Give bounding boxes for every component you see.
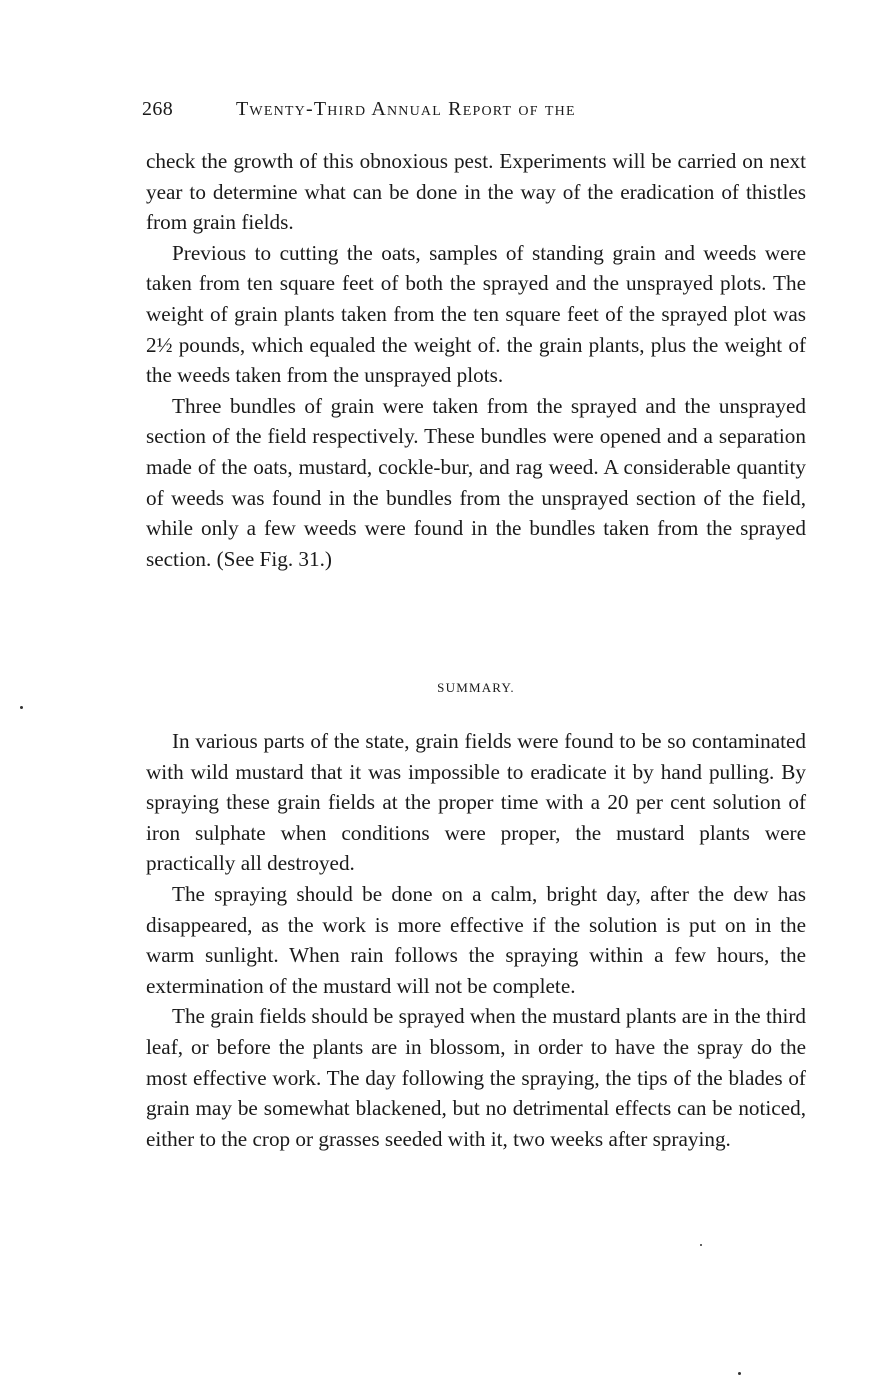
paragraph-summary-1: In various parts of the state, grain fields were found to be so contaminated with wild mustard that it was impossible to eradicate it by hand pulling. By spraying these grain fields at the proper time with a 20 per cent solution of iron sulphate when conditions were proper, the mustard plants were practically all destroyed. — [146, 729, 806, 876]
summary-heading: SUMMARY. — [437, 680, 515, 695]
paragraph-summary-2: The spraying should be done on a calm, bright day, after the dew has disappeared, as the work is more effective if the solution is put on in the warm sunlight. When rain follows the spraying within a few hours, the extermination of the mustard will not be complete. — [146, 881, 806, 998]
paragraph-bundles: Three bundles of grain were taken from the sprayed and the unsprayed section of the field respectively. These bundles were opened and a separation made of the oats, mustard, cockle-bur, and rag weed. A considerable quantity of weeds was found in the bundles from the unsprayed section of the field, while only a few weeds were found in the bundles taken from the sprayed section. (See Fig. 31.) — [146, 393, 806, 571]
paper-speck — [700, 1244, 702, 1246]
running-head-title: Twenty-Third Annual Report of the — [236, 98, 576, 120]
paragraph-summary-3: The grain fields should be sprayed when the mustard plants are in the third leaf, or before the plants are in blossom, in order to have the spray do the most effective work. The day following the spraying, the tips of the blades of grain may be somewhat blackened, but no detrimental effects can be noticed, either to the crop or grasses seeded with it, two weeks after spraying. — [146, 1004, 806, 1151]
body-text-top — [146, 146, 806, 574]
paper-speck — [20, 706, 23, 709]
paragraph-continuation: check the growth of this obnoxious pest. Experiments will be carried on next year to determine what can be done in the way of the eradication of thistles from grain fields. — [146, 149, 806, 235]
body-text-summary — [146, 726, 806, 1154]
paper-speck — [738, 1372, 741, 1375]
running-head — [142, 98, 802, 128]
page-number: 268 — [142, 98, 174, 120]
paragraph-samples: Previous to cutting the oats, samples of standing grain and weeds were taken from ten square feet of both the sprayed and the unsprayed plots. The weight of grain plants taken from the ten square feet of the sprayed plot was 2½ pounds, which equaled the weight of. the grain plants, plus the weight of the weeds taken from the unsprayed plots. — [146, 240, 806, 388]
